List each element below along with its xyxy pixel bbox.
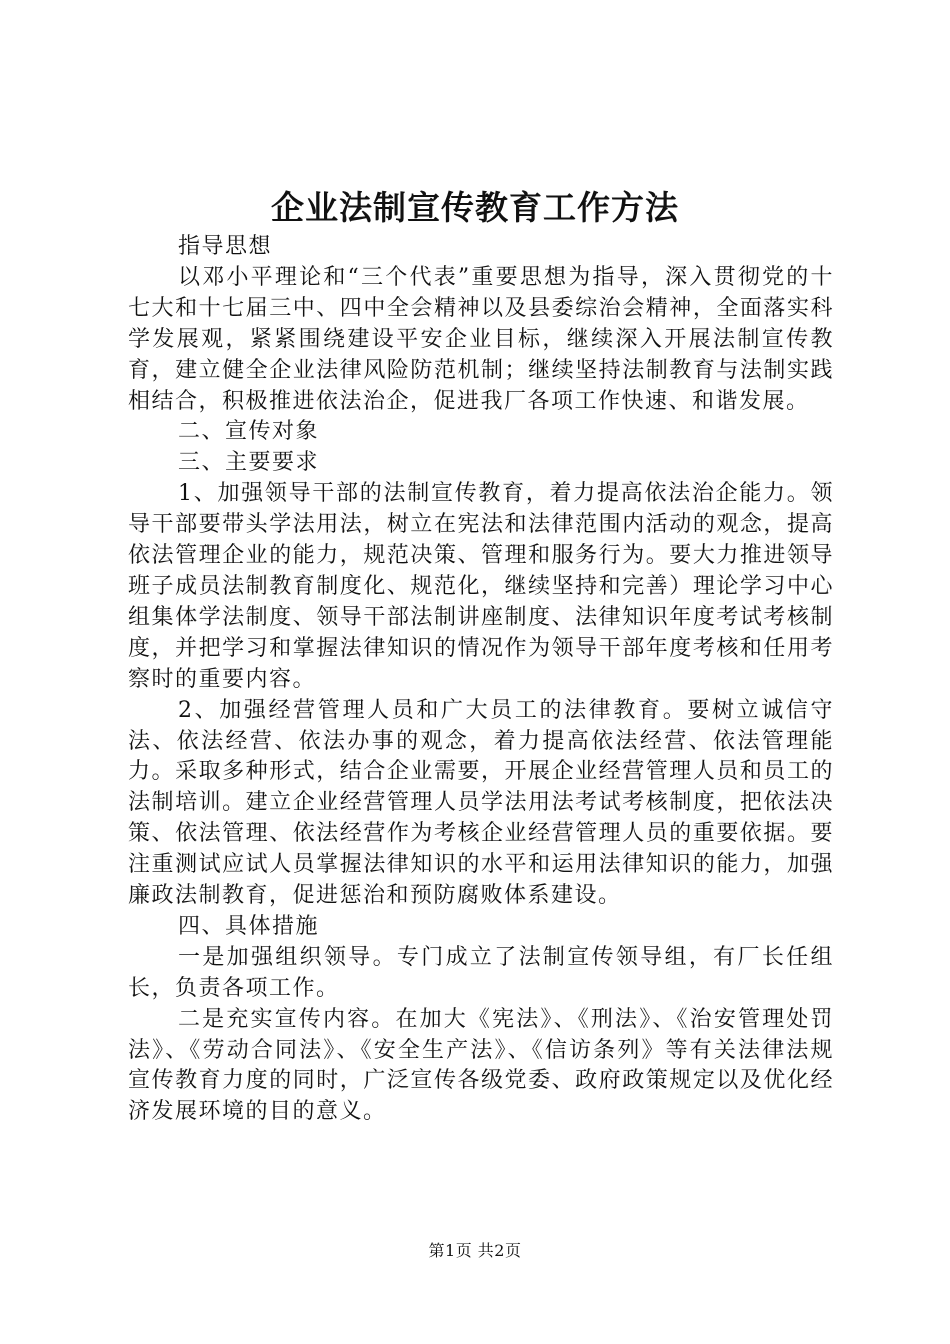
paragraph-measure-2: 二是充实宣传内容。在加大《宪法》、《刑法》、《治安管理处罚法》、《劳动合同法》、《安全生产法》、《信访条列》等有关法律法规宣传教育力度的同时，广泛宣传各级党委、政府政策规定以及优化经济发展环境的目的意义。	[128, 1006, 834, 1125]
paragraph-guiding-text: 以邓小平理论和“三个代表”重要思想为指导，深入贯彻党的十七大和十七届三中、四中全会精神以及县委综治会精神，全面落实科学发展观，紧紧围绕建设平安企业目标，继续深入开展法制宣传教育，建立健全企业法律风险防范机制；继续坚持法制教育与法制实践相结合，积极推进依法治企，促进我厂各项工作快速、和谐发展。	[128, 264, 834, 414]
document-body	[128, 232, 834, 1128]
paragraph-measure-1: 一是加强组织领导。专门成立了法制宣传领导组，有厂长任组长，负责各项工作。	[128, 944, 834, 1001]
paragraph-guiding-heading: 指导思想	[178, 234, 273, 259]
paragraph-section-4-heading: 四、具体措施	[178, 913, 320, 939]
page-footer: 第1页 共2页	[428, 1241, 522, 1260]
paragraph-section-2-heading: 二、宣传对象	[178, 419, 320, 445]
paragraph-requirement-2: 2、加强经营管理人员和广大员工的法律教育。要树立诚信守法、依法经营、依法办事的观念，着力提高依法经营、依法管理能力。采取多种形式，结合企业需要，开展企业经营管理人员和员工的法制培训。建立企业经营管理人员学法用法考试考核制度，把依法决策、依法管理、依法经营作为考核企业经营管理人员的重要依据。要注重测试应试人员掌握法律知识的水平和运用法律知识的能力，加强廉政法制教育，促进惩治和预防腐败体系建设。	[128, 697, 834, 909]
document-title: 企业法制宣传教育工作方法	[271, 188, 679, 227]
paragraph-requirement-1: 1、加强领导干部的法制宣传教育，着力提高依法治企能力。领导干部要带头学法用法，树立在宪法和法律范围内活动的观念，提高依法管理企业的能力，规范决策、管理和服务行为。要大力推进领导班子成员法制教育制度化、规范化，继续坚持和完善）理论学习中心组集体学法制度、领导干部法制讲座制度、法律知识年度考试考核制度，并把学习和掌握法律知识的情况作为领导干部年度考核和任用考察时的重要内容。	[128, 481, 834, 692]
paragraph-section-3-heading: 三、主要要求	[178, 450, 320, 476]
